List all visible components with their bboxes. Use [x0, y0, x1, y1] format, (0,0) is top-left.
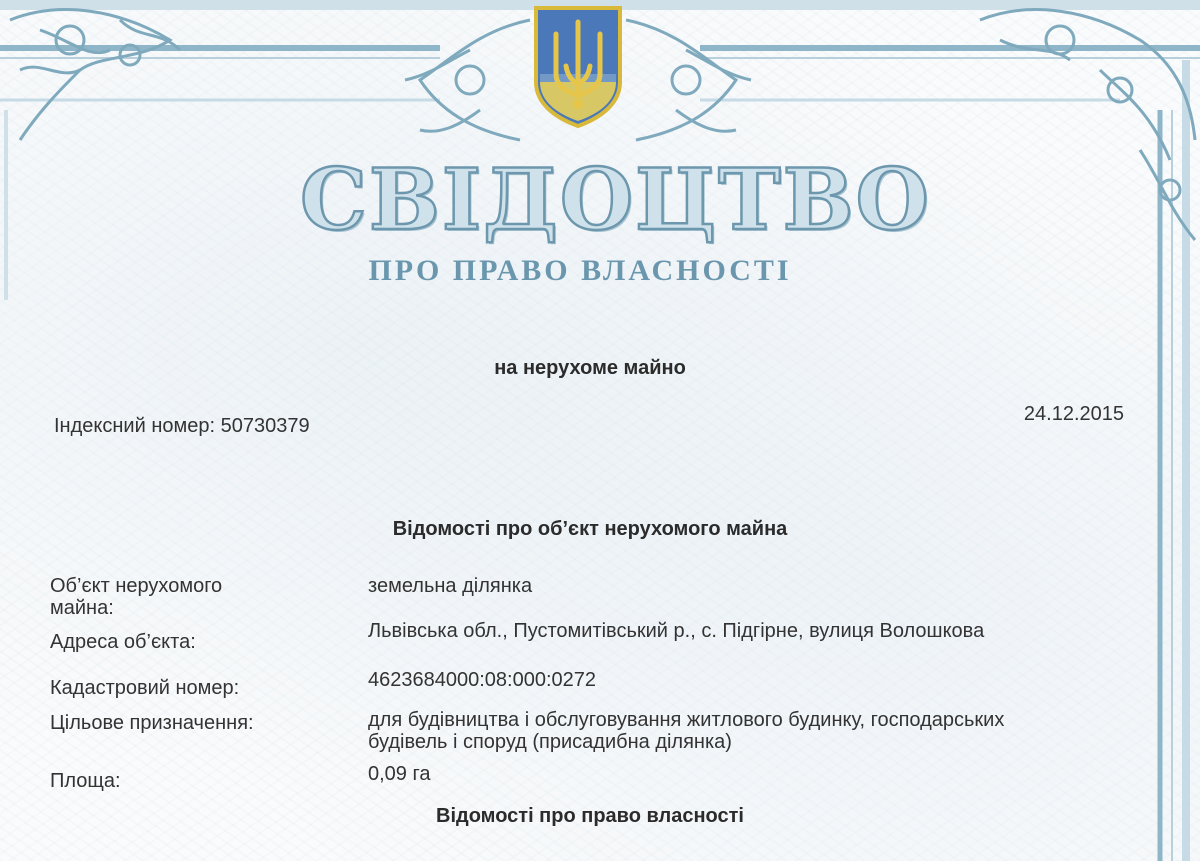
- field-label-area: Площа:: [50, 770, 121, 792]
- section-title-object: Відомості про об’єкт нерухомого майна: [392, 518, 788, 540]
- issue-date: 24.12.2015: [1023, 403, 1124, 425]
- field-label-object: Об’єкт нерухомого майна:: [50, 575, 223, 619]
- field-value-purpose: для будівництва і обслуговування житлового будинку, господарських будівель і споруд (присадибна ділянка): [368, 709, 1005, 753]
- field-value-cadastral: 4623684000:08:000:0272: [368, 669, 597, 691]
- certificate-title: СВІДОЦТВО: [300, 150, 931, 249]
- field-label-cadastral: Кадастровий номер:: [50, 677, 240, 699]
- document-type: на нерухоме майно: [494, 357, 686, 379]
- field-label-purpose: Цільове призначення:: [50, 712, 254, 734]
- field-label-address: Адреса об’єкта:: [50, 631, 196, 653]
- index-number: Індексний номер: 50730379: [54, 415, 310, 437]
- certificate-subtitle: ПРО ПРАВО ВЛАСНОСТІ: [368, 254, 792, 287]
- field-value-address: Львівська обл., Пустомитівський р., с. Підгірне, вулиця Волошкова: [368, 620, 985, 642]
- field-value-area: 0,09 га: [368, 763, 431, 785]
- leaf-ornament-icon: [980, 10, 1195, 240]
- leaf-ornament-icon: [10, 10, 180, 140]
- trident-coat-of-arms-icon: [530, 4, 626, 128]
- section-title-rights: Відомості про право власності: [436, 805, 744, 827]
- field-value-object: земельна ділянка: [368, 575, 533, 597]
